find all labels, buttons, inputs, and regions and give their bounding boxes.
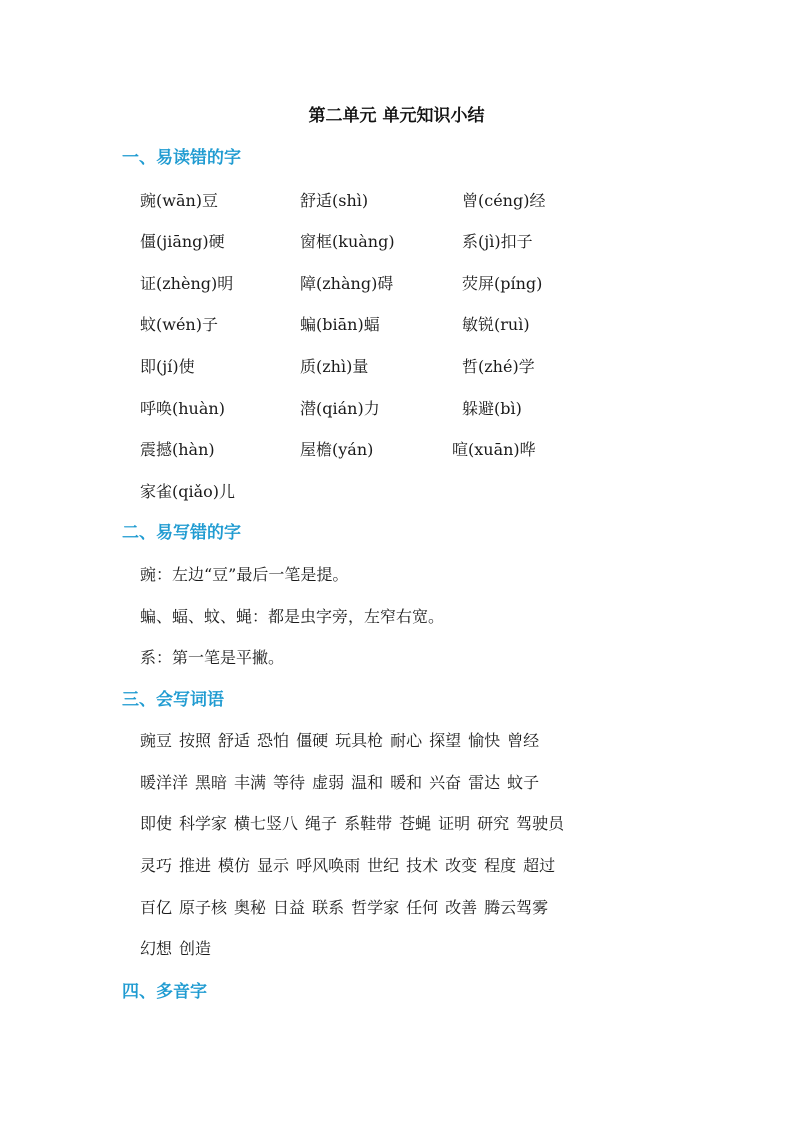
writing-note: 蝙、蝠、蚊、蝇：都是虫字旁，左窄右宽。 — [140, 607, 445, 626]
vocabulary-word: 程度 — [484, 856, 517, 875]
pronunciation-item: 质(zhì)量 — [300, 357, 369, 376]
vocabulary-word: 曾经 — [507, 731, 540, 750]
pronunciation-item: 障(zhàng)碍 — [300, 274, 394, 293]
vocabulary-word: 研究 — [477, 814, 510, 833]
vocabulary-word: 即使 — [140, 814, 173, 833]
vocabulary-word: 玩具枪 — [335, 731, 384, 750]
pronunciation-item: 敏锐(ruì) — [462, 315, 530, 334]
vocabulary-word: 黑暗 — [195, 773, 228, 792]
pronunciation-item: 系(jì)扣子 — [462, 232, 533, 251]
vocabulary-row — [140, 938, 218, 960]
pronunciation-item: 蚊(wén)子 — [140, 315, 218, 334]
vocabulary-word: 驾驶员 — [516, 814, 565, 833]
writing-note: 系：第一笔是平撇。 — [140, 648, 285, 667]
vocabulary-word: 哲学家 — [351, 898, 400, 917]
vocabulary-word: 探望 — [429, 731, 462, 750]
pronunciation-item: 潜(qián)力 — [300, 399, 380, 418]
vocabulary-word: 按照 — [179, 731, 212, 750]
vocabulary-word: 等待 — [273, 773, 306, 792]
pronunciation-item: 喧(xuān)哗 — [452, 440, 536, 459]
vocabulary-row — [140, 855, 562, 877]
vocabulary-word: 绳子 — [305, 814, 338, 833]
vocabulary-word: 腾云驾雾 — [484, 898, 549, 917]
vocabulary-word: 原子核 — [179, 898, 228, 917]
section-heading-polyphones: 四、多音字 — [122, 982, 207, 1002]
vocabulary-word: 世纪 — [367, 856, 400, 875]
vocabulary-word: 蚊子 — [507, 773, 540, 792]
vocabulary-word: 奥秘 — [234, 898, 267, 917]
pronunciation-item: 窗框(kuàng) — [300, 232, 395, 251]
vocabulary-word: 兴奋 — [429, 773, 462, 792]
vocabulary-word: 横七竖八 — [234, 814, 299, 833]
pronunciation-item: 曾(céng)经 — [462, 191, 546, 210]
vocabulary-word: 模仿 — [218, 856, 251, 875]
vocabulary-word: 恐怕 — [257, 731, 290, 750]
vocabulary-word: 温和 — [351, 773, 384, 792]
vocabulary-word: 愉快 — [468, 731, 501, 750]
vocabulary-word: 呼风唤雨 — [296, 856, 361, 875]
section-heading-miswritten: 二、易写错的字 — [122, 523, 241, 543]
vocabulary-word: 豌豆 — [140, 731, 173, 750]
page-title: 第二单元 单元知识小结 — [308, 106, 485, 126]
vocabulary-word: 僵硬 — [296, 731, 329, 750]
vocabulary-word: 证明 — [438, 814, 471, 833]
section-heading-misread: 一、易读错的字 — [122, 148, 241, 168]
vocabulary-word: 任何 — [406, 898, 439, 917]
vocabulary-word: 技术 — [406, 856, 439, 875]
vocabulary-row — [140, 730, 546, 752]
vocabulary-word: 幻想 — [140, 939, 173, 958]
vocabulary-word: 暖洋洋 — [140, 773, 189, 792]
pronunciation-item: 豌(wān)豆 — [140, 191, 219, 210]
pronunciation-item: 蝙(biān)蝠 — [300, 315, 380, 334]
pronunciation-item: 即(jí)使 — [140, 357, 195, 376]
pronunciation-item: 家雀(qiǎo)儿 — [140, 482, 236, 501]
vocabulary-word: 灵巧 — [140, 856, 173, 875]
vocabulary-word: 虚弱 — [312, 773, 345, 792]
pronunciation-item: 呼唤(huàn) — [140, 399, 225, 418]
section-heading-vocabulary: 三、会写词语 — [122, 690, 224, 710]
vocabulary-word: 联系 — [312, 898, 345, 917]
vocabulary-word: 显示 — [257, 856, 290, 875]
writing-note: 豌：左边“豆”最后一笔是提。 — [140, 565, 349, 584]
pronunciation-item: 荧屏(píng) — [462, 274, 543, 293]
vocabulary-word: 舒适 — [218, 731, 251, 750]
pronunciation-item: 躲避(bì) — [462, 399, 522, 418]
pronunciation-item: 证(zhèng)明 — [140, 274, 234, 293]
vocabulary-word: 改善 — [445, 898, 478, 917]
vocabulary-row — [140, 813, 571, 835]
pronunciation-item: 哲(zhé)学 — [462, 357, 535, 376]
pronunciation-item: 屋檐(yán) — [300, 440, 374, 459]
vocabulary-row — [140, 897, 555, 919]
vocabulary-word: 推进 — [179, 856, 212, 875]
pronunciation-item: 僵(jiāng)硬 — [140, 232, 225, 251]
pronunciation-item: 舒适(shì) — [300, 191, 369, 210]
vocabulary-word: 系鞋带 — [344, 814, 393, 833]
vocabulary-word: 科学家 — [179, 814, 228, 833]
vocabulary-word: 耐心 — [390, 731, 423, 750]
vocabulary-word: 超过 — [523, 856, 556, 875]
pronunciation-item: 震撼(hàn) — [140, 440, 215, 459]
vocabulary-word: 苍蝇 — [399, 814, 432, 833]
vocabulary-word: 丰满 — [234, 773, 267, 792]
vocabulary-word: 百亿 — [140, 898, 173, 917]
vocabulary-word: 雷达 — [468, 773, 501, 792]
vocabulary-word: 改变 — [445, 856, 478, 875]
vocabulary-word: 创造 — [179, 939, 212, 958]
vocabulary-row — [140, 772, 546, 794]
vocabulary-word: 暖和 — [390, 773, 423, 792]
vocabulary-word: 日益 — [273, 898, 306, 917]
